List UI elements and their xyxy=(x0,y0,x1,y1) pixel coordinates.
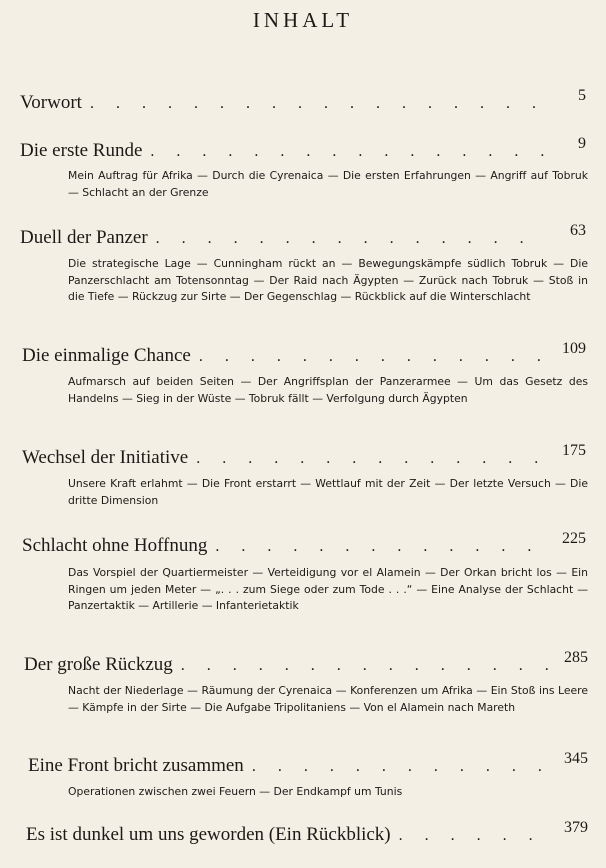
chapter-summary: Die strategische Lage — Cunningham rückt an — Bewegungskämpfe südlich Tobruk — Die Panzerschlacht am Totensonntag — Der Raid nach Ägypten — Zurück nach Tobruk — Stoß in die Tiefe — Rückzug zur Sirte — Der Gegenschlag — Rückblick auf die Winterschlacht xyxy=(68,257,588,303)
chapter-summary: Nacht der Niederlage — Räumung der Cyrenaica — Konferenzen um Afrika — Ein Stoß ins Leere — Kämpfe in der Sirte — Die Aufgabe Tripolitaniens — Von el Alamein nach Mareth xyxy=(68,684,588,714)
toc-entry-row xyxy=(20,221,586,251)
dot-leader xyxy=(207,535,546,559)
toc-entry-row xyxy=(20,86,586,116)
dot-leader xyxy=(191,345,546,369)
chapter-title: Der große Rückzug xyxy=(24,654,173,675)
page-number: 345 xyxy=(564,750,588,767)
page-number: 109 xyxy=(562,340,586,357)
dot-leader xyxy=(173,654,548,678)
page-number: 63 xyxy=(570,222,586,239)
toc-entry-row xyxy=(26,818,588,848)
dot-leader xyxy=(391,824,548,848)
dot-leader xyxy=(188,447,546,471)
toc-entry-row xyxy=(24,648,588,678)
chapter-summary: Operationen zwischen zwei Feuern — Der Endkampf um Tunis xyxy=(68,785,403,798)
chapter-summary: Das Vorspiel der Quartiermeister — Verteidigung vor el Alamein — Der Orkan bricht los — Ein Ringen um jeden Meter — „. . . zum Siege oder zum Tode . . .“ — Eine Analyse der Schlacht — Panzertaktik — Artillerie — Infanterietaktik xyxy=(68,566,588,612)
chapter-title: Schlacht ohne Hoffnung xyxy=(22,535,208,556)
toc-entry-row xyxy=(20,134,586,164)
page-number: 175 xyxy=(562,442,586,459)
page-number: 379 xyxy=(564,819,588,836)
chapter-title: Die erste Runde xyxy=(20,140,143,161)
chapter-title: Eine Front bricht zusammen xyxy=(28,755,244,776)
chapter-title: Die einmalige Chance xyxy=(22,345,191,366)
dot-leader xyxy=(244,755,548,779)
chapter-summary: Aufmarsch auf beiden Seiten — Der Angriffsplan der Panzerarmee — Um das Gesetz des Handelns — Sieg in der Wüste — Tobruk fällt — Verfolgung durch Ägypten xyxy=(68,375,588,405)
dot-leader xyxy=(82,92,546,116)
toc-entry-row xyxy=(28,749,588,779)
page-number: 285 xyxy=(564,649,588,666)
chapter-title: Es ist dunkel um uns geworden (Ein Rückblick) xyxy=(26,824,391,845)
chapter-title: Duell der Panzer xyxy=(20,227,148,248)
dot-leader xyxy=(142,140,546,164)
page-number: 9 xyxy=(578,135,586,152)
page-number: 225 xyxy=(562,530,586,547)
toc-entry-row xyxy=(22,339,586,369)
page-title: INHALT xyxy=(252,8,354,32)
toc-entry-row xyxy=(22,529,586,559)
chapter-summary: Unsere Kraft erlahmt — Die Front erstarrt — Wettlauf mit der Zeit — Der letzte Versuch — Die dritte Dimension xyxy=(68,477,588,507)
page-number: 5 xyxy=(578,87,586,104)
dot-leader xyxy=(148,227,546,251)
toc-entry-row xyxy=(22,441,586,471)
chapter-title: Wechsel der Initiative xyxy=(22,447,189,468)
chapter-title: Vorwort xyxy=(20,92,82,113)
chapter-summary: Mein Auftrag für Afrika — Durch die Cyrenaica — Die ersten Erfahrungen — Angriff auf Tobruk — Schlacht an der Grenze xyxy=(68,169,588,199)
